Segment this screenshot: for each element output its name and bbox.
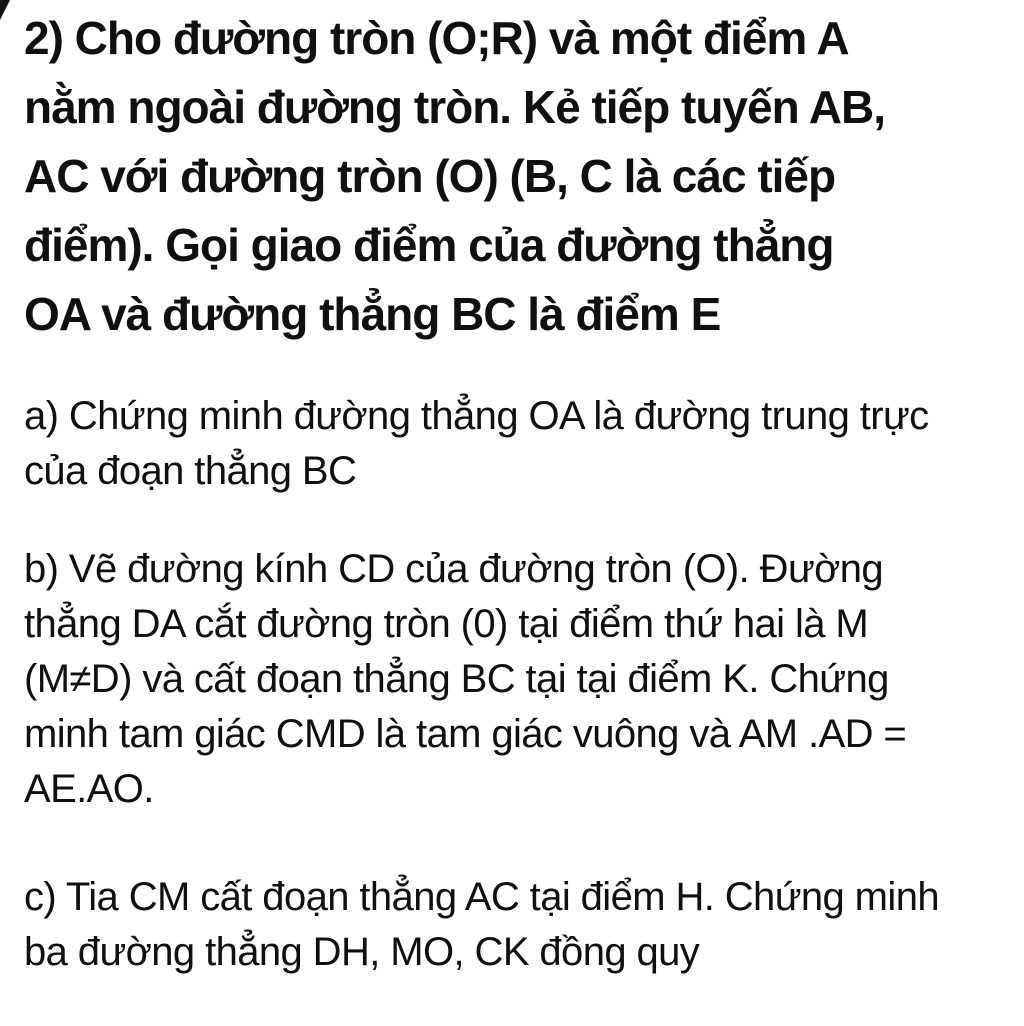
header-line-1: 2) Cho đường tròn (O;R) và một điểm A bbox=[24, 12, 849, 64]
header-line-4: điểm). Gọi giao điểm của đường thẳng bbox=[24, 219, 834, 271]
header-line-2: nằm ngoài đường tròn. Kẻ tiếp tuyến AB, bbox=[24, 81, 885, 133]
header-line-5: OA và đường thẳng BC là điểm E bbox=[24, 288, 721, 340]
part-c bbox=[24, 870, 1010, 980]
part-b-line-3: (M≠D) và cất đoạn thẳng BC tại tại điểm K. Chứng bbox=[24, 657, 889, 701]
part-b-line-5: AE.AO. bbox=[24, 767, 154, 811]
part-b-line-2: thẳng DA cắt đường tròn (0) tại điểm thứ hai là M bbox=[24, 602, 869, 646]
part-b-line-4: minh tam giác CMD là tam giác vuông và AM .AD = bbox=[24, 712, 907, 756]
part-c-line-2: ba đường thẳng DH, MO, CK đồng quy bbox=[24, 930, 700, 974]
part-c-line-1: c) Tia CM cất đoạn thẳng AC tại điểm H. Chứng minh bbox=[24, 875, 939, 919]
problem-statement bbox=[24, 4, 1010, 349]
part-a bbox=[24, 389, 1010, 499]
part-b bbox=[24, 542, 1010, 817]
corner-artifact bbox=[0, 0, 10, 20]
part-b-line-1: b) Vẽ đường kính CD của đường tròn (O). Đường bbox=[24, 547, 884, 591]
header-line-3: AC với đường tròn (O) (B, C là các tiếp bbox=[24, 150, 836, 202]
part-a-line-2: của đoạn thẳng BC bbox=[24, 449, 357, 493]
part-a-line-1: a) Chứng minh đường thẳng OA là đường trung trực bbox=[24, 394, 929, 438]
